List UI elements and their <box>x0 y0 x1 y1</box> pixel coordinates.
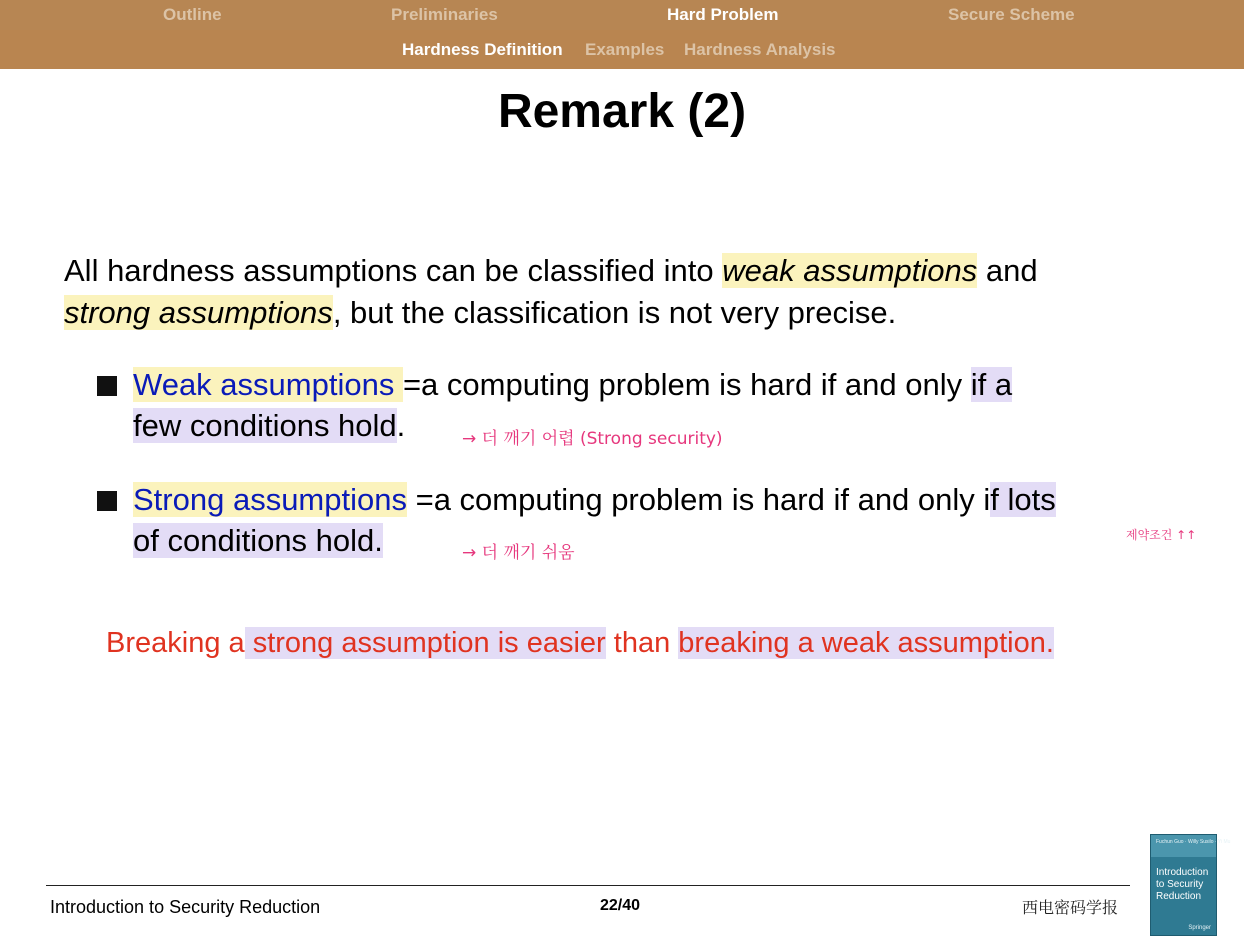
slide-title: Remark (2) <box>497 85 747 138</box>
book-cover-image <box>1150 834 1231 936</box>
nav-sub-hardness-definition[interactable]: Hardness Definition <box>402 40 563 59</box>
nav-sub-examples[interactable]: Examples <box>585 40 665 59</box>
weak-assumptions-term: weak assumptions <box>722 253 978 288</box>
strong-assumptions-label: Strong assumptions <box>133 482 407 517</box>
conclusion-part-2: strong assumption is easier <box>244 627 606 659</box>
strong-assumptions-term: strong assumptions <box>64 295 333 330</box>
weak-assumptions-label: Weak assumptions <box>133 367 403 402</box>
handwritten-note-harder: → 더 깨기 어렵 (Strong security) <box>462 429 723 449</box>
intro-text-1: All hardness assumptions can be classified into <box>64 253 723 288</box>
footer-course-title: Introduction to Security Reduction <box>50 897 321 917</box>
nav-section-preliminaries[interactable]: Preliminaries <box>391 5 498 24</box>
conclusion-part-3: than <box>605 627 679 659</box>
conclusion-part-4: breaking a weak assumption. <box>678 627 1054 659</box>
handwritten-note-constraints: 제약조건 ↑↑ <box>1126 528 1197 542</box>
handwritten-note-easier: → 더 깨기 쉬움 <box>462 543 575 563</box>
footer-divider <box>46 885 1130 886</box>
footer-page-number: 22/40 <box>600 897 641 914</box>
strong-definition-text: =a computing problem is hard if and only i <box>406 482 991 517</box>
section-nav <box>0 0 1244 30</box>
strong-definition-highlight: f lots <box>990 482 1056 517</box>
nav-section-secure-scheme[interactable]: Secure Scheme <box>948 5 1075 24</box>
bullet-marker-2 <box>97 491 117 511</box>
footer-journal-logo: 西电密码学报 <box>1022 898 1119 917</box>
book-title-line-1: Introduction <box>1156 867 1209 878</box>
book-authors: Fuchun Guo · Willy Susilo · Yi Mu <box>1156 839 1231 845</box>
bullet-marker-1 <box>97 376 117 396</box>
strong-definition-line2: of conditions hold. <box>133 523 383 558</box>
intro-text-3: , but the classification is not very precise. <box>332 295 897 330</box>
book-title <box>1156 867 1208 903</box>
conclusion-statement <box>106 624 1206 662</box>
bullet-strong-assumptions <box>133 479 1193 561</box>
intro-text-2: and <box>977 253 1038 288</box>
weak-definition-period: . <box>396 408 406 443</box>
weak-definition-line2: few conditions hold <box>133 408 397 443</box>
weak-definition-highlight: if a <box>970 367 1013 402</box>
subsection-nav <box>0 30 1244 69</box>
nav-section-outline[interactable]: Outline <box>163 5 222 24</box>
conclusion-part-1: Breaking a <box>106 627 245 659</box>
book-publisher: Springer <box>1188 925 1211 931</box>
book-title-line-3: Reduction <box>1156 891 1202 902</box>
book-title-line-2: to Security <box>1156 879 1204 890</box>
weak-definition-text: =a computing problem is hard if and only <box>402 367 971 402</box>
nav-sub-hardness-analysis[interactable]: Hardness Analysis <box>684 40 836 59</box>
intro-paragraph <box>64 250 1194 334</box>
nav-section-hard-problem[interactable]: Hard Problem <box>667 5 779 24</box>
header-navigation-bar <box>0 0 1244 69</box>
